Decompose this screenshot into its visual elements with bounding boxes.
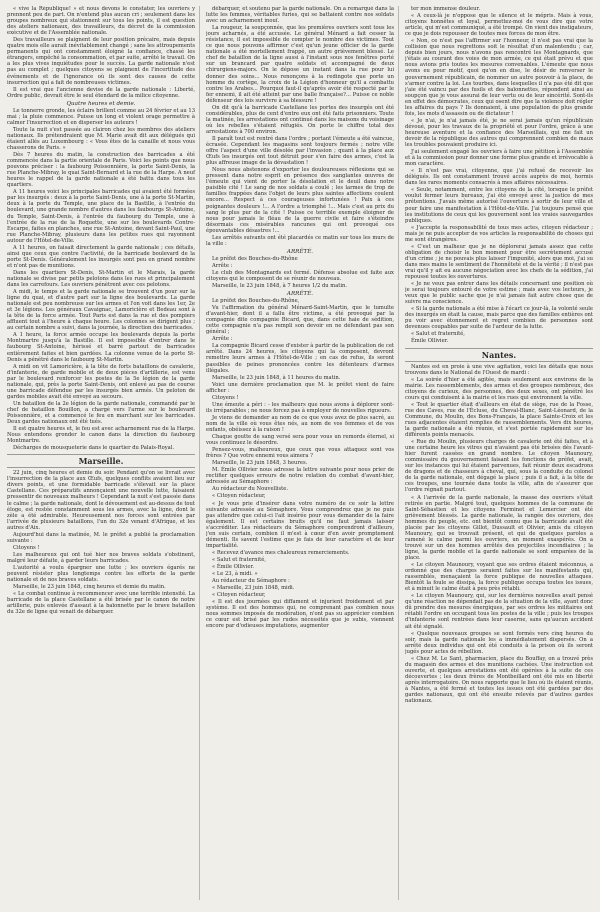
paragraph: Dans les quartiers St-Denis, St-Martin et le Marais, la garde nationale se divise par petits pelotons dans les rues et principalement dans les carrefours. Les ouvriers pénètrent avec ces pelotons. — [7, 269, 195, 289]
paragraph: débarquer, et soutenu par la garde nationale. On a remarqué dans la lutte les femmes, véritables furies, qui se battaient contre nos soldats avec un acharnement inouï. — [206, 6, 394, 25]
paragraph: Vu l'affirmation du général Ménard-Saint-Martin, que le tumulte d'avant-hier, dont il a fallu être victime, a été provoqué par la compagnie dite compagnie Bicard, que, dans cette haie de sédition, cette compagnie n'a pas rempli son devoir en ne défendant pas son général ; — [206, 305, 394, 336]
paragraph: Arrête : — [212, 262, 233, 269]
paragraph: « Citoyen rédacteur, — [212, 493, 266, 500]
paragraph: J'ai seulement engagé les ouvriers à faire une pétition à l'Assemblée et à la commission pour donner une forme plus grande et irrévocable à mon caractère. — [405, 149, 593, 168]
paragraph: L'autorité a voulu épargner une lutte ; les ouvriers égarés ne peuvent résister plus longtemps contre les efforts de la garde nationale et de nos braves soldats. — [7, 564, 195, 584]
paragraph: « Tout le quartier était d'ailleurs en état de siège, rue de la Fosse, rue des Caves, rue de l'Écluse, du Cheval-Blanc, Saint-Léonard, de la Commune, du Moulin, des Bons-Français, la place Sainte-Croix et les rues adjacentes étaient remplies de rassemblements. Vers dix heures, la garde nationale a été réunie, et s'est portée rapidement sur les différents points menacés. — [405, 401, 593, 439]
paragraph: Chaque goutte de sang versé sera pour vous un remords éternel, si vous continuez le désordre. — [206, 434, 394, 447]
column-3 — [405, 6, 593, 900]
paragraph: Il paraît tout est rentré dans l'ordre ; portant l'émeute a été vaincue, écrasée. Cependant les magasins sont toujours fermés ; notre ville offre l'aspect d'une ville désolée par l'invasion ; quant à la place aux Œufs les insurgés ont tout détruit pour s'en faire des armes, c'est la plus affreuse image de la dévastation ! — [206, 135, 394, 167]
paragraph: Le tonnerre gronde, les éclairs brillent comme au 24 février et au 13 mai ; la pluie commence. Puisse un long et violent orage permettre à calmer l'insurrection et en disperser les auteurs ! — [7, 107, 195, 126]
paragraph: « Je vous prie d'insérer dans votre numéro de ce soir la lettre suivante adressée au Sémaphore. Vous comprendrez que je ne puis pas attendre que celui-ci l'ait insérée pour vous demander de la faire également. Il est certains bruits qu'il ne faut jamais laisser s'accréditer. Les rédacteurs du Sémaphore comprendront d'ailleurs, j'en suis certain, combien il m'est à cœur d'en avoir promptement démenti. Ils savent l'estime que je fais de leur caractère et de leur impartialité. — [206, 500, 394, 549]
paragraph: Marseille, le 23 juin 1848, à 7 heures 1/2 du matin. — [212, 283, 348, 290]
paragraph: Nous nous abstenons d'exporter les douloureuses réflexions qui se pressent dans notre esprit en présence des sanglantes œuvres de l'émeute qui vient de porter la désolation et le deuil dans notre paisible cité ! Le sang de nos soldats a coulé ; les larmes de trop de familles frappées dans l'objet de leurs plus saintes affections coulent encore... Respect à ces courageuses infortunées ! Paix à ces poignantes douleurs !... A l'ordre a triomphé !... Mais c'est au prix du sang le plus pur de la cité ! Puisse ce terrible exemple éloigner de nous pour jamais le fléau de la guerre civile et faire s'éteindre désormais ces misérables rancunes qui ont provoqué ces épouvantables désastres !... — [206, 167, 394, 234]
paragraph: « Recevez d'avance mes chaleureux remerciements. — [212, 549, 350, 556]
paragraph: Il est quatre heures et, le feu est avec acharnement rue de la Harpe. Nous entendons gronder le canon dans la direction du faubourg Montmartre. — [7, 426, 195, 445]
paragraph: Aujourd'hui dans la matinée, M. le préfet a publié la proclamation suivante : — [7, 531, 195, 544]
paragraph: « Seule, notamment, entre les citoyens de la cité, lorsque le préfet voulut fermer leurs bureaux, j'ai été envoyé avec la justice de mes prétentions. J'avais même autorisé l'ouverture à sortir de leur ville et pour faire une manifestation à l'Hôtel-de-Ville. J'ai toujours pensé que les institutions de ceux qui les gouvernent sont les vraies sauvegardes publiques. — [405, 187, 593, 224]
paragraph: « Quelque nouveaux groupes se sont formés vers cinq heures du soir, mais la garde nationale les a immédiatement dispersés. On a arrêté deux individus qui ont été conduits à la prison où ils seront jugés pour actes de rébellion. — [405, 630, 593, 655]
paragraph: Décharges de mousqueterie dans le quartier du Palais-Royal. — [13, 445, 175, 452]
paragraph: « A ceux-là je n'oppose que le silence et le mépris. Mais à vous, citoyens honnêtes et loyal, permettez-moi de vous dire que votre article, qui m'est communiqué, a été trompé. On vient des instigateurs, ce que je dois repousser de toutes mes forces de mon être. — [405, 13, 593, 38]
paragraph: « Le citoyen Maunoury, voyant que ses ordres étaient méconnus, a ordonné que des charges seraient faites sur les manifestants qui, rassemblés, menaçaient la force publique de nouvelles attaques. Bientôt la foule se dissipa, la force publique occupa toutes les issues, et à minuit le calme était à peu près rétabli. — [405, 562, 593, 593]
paragraph: « Le citoyen Maunoury, qui, sur les dernières nouvelles avait pensé qu'une réaction ne dépendait pas de la situation de la ville, ayant donc dû prendre des mesures énergiques, par ses ordres les militaires ont rétabli l'ordre en occupant tous les postes de la ville ; puis les troupes d'infanterie sont rentrées dans leur caserne, sans qu'aucun accident ait été signalé. — [405, 593, 593, 630]
paragraph: Émile Ollivier. — [411, 338, 449, 345]
paragraph: Marseille, le 23 juin 1848, à 11 heures du matin. — [212, 374, 341, 381]
paragraph: Le préfet des Bouches-du-Rhône — [212, 255, 298, 262]
time-heading: Quatre heures et demie. — [66, 100, 136, 107]
paragraph: Je viens de demander au nom de ce que vous avez de plus sacré, au nom de la ville où vous êtes nés, au nom de vos femmes et de vos enfants, obéissez à la raison ! — [206, 414, 394, 433]
paragraph: Un bataillon de la 2e légion de la garde nationale, commandé par le chef de bataillon Bouillon, a chargé vers l'arme sur le boulevard Poissonnière, et a commencé le feu en marchant sur les barricades. Deux gardes nationaux ont été tués. — [7, 400, 195, 426]
paragraph: Voici une dernière proclamation que M. le préfet vient de faire afficher : — [206, 381, 394, 394]
column-1-paragraphs-2 — [7, 108, 195, 452]
paragraph: « Émile Ollivier. — [212, 563, 255, 570]
paragraph: « Si la garde nationale a été mise à l'écart ce jour-là, la volonté seule des insurgés en était la cause, mais parce que des familles entières ont pu voir avec étonnement et regret combien de personnes sont devenues coupables par suite de l'ardeur de la lutte. — [405, 306, 593, 331]
paragraph: La compagnie Bicard cesse d'exister à partir de la publication de cet arrêté. Dans 24 heures, les citoyens qui la composent, devront remettre leurs armes à l'Hôtel-de-Ville ; en cas de refus, ils seront passibles de peines prononcées contre les détenteurs d'armes illégales. — [206, 343, 394, 374]
paragraph: « Citoyen rédacteur, — [212, 592, 266, 599]
column-2-paragraphs-3 — [206, 298, 394, 629]
column-3-paragraphs-2 — [405, 364, 593, 705]
paragraph: Marseille, le 23 juin 1848, 3 heures. — [212, 460, 308, 467]
column-2 — [206, 6, 399, 900]
paragraph: La rougeur, la soupçonnée, que les premières ouvriers sont tous les jours acharnés, a été accusée. Le général Ménard a fait cesser la résistance, il est impossible de compter le nombre des victimes. Tout ce que nous pouvons affirmer c'est qu'un jeune officier de la garde nationale a été mortellement frappé, un autre grièvement blessé. Le chef de bataillon de la ligne aussi à l'instant sous nos fenêtres porté sur un brancard par quatre soldats et accompagné de deux chirurgiens-majors. On le dépose un instant dans la rue pour lui donner des soins... Nous renonçons à la redingote que porte un homme du cortège, la croix de la Légion d'honneur qu'il a combattu contre les Arabes... Pourquoi faut-il qu'après avoir été respecté par le fer ennemi, il ait été atteint par une balle française?... Puisse ce noble défenseur des lois survivre à sa blessure ! — [206, 25, 394, 104]
paragraph: Toute la nuit s'est passée au clairon chez les membres des ateliers nationaux. Ils prétendraient que M. Marie avait dit aux délégués qui étaient allés au Luxembourg : « Vous êtes de la canaille et nous vous chasserons de Paris. » — [7, 126, 195, 151]
paragraph: « Salut et fraternité, — [411, 331, 465, 338]
paragraph: « J'accepte la responsabilité de tous mes actes, citoyen rédacteur ; mais je ne puis accepter de vos articles la responsabilité de choses qui me sont étrangères. — [405, 224, 593, 243]
column-2-paragraphs — [206, 6, 394, 247]
paragraph: Arrête : — [212, 336, 233, 343]
paragraph: A 11 heures, on faisait directement la garde nationale ; ces détails, ainsi que ceux que contre l'activité, de la barricade boulevard de la porte St-Denis. Généralement les insurgés sont peu en grand nombre et n'ont pas de munitions. — [7, 244, 195, 269]
paragraph: Le préfet des Bouches-du-Rhône, — [212, 298, 300, 305]
paragraph: Au rédacteur du Nouvelliste. — [212, 486, 288, 493]
paragraph: Pensez-vous, malheureux, que ceux que vous attaquez sont vos frères ? Que votre ennemi vous aimera ? — [206, 447, 394, 460]
column-1-paragraphs-3 — [7, 470, 195, 615]
newspaper-page — [7, 6, 593, 900]
paragraph: A midi, le temps et la garde nationale se trouvent d'un pour sur la ligne du quai, et d'autre part sur la ligne des boulevards. La garde nationale est peu nombreuse sur les armes et l'on voit dans les 1er, 2e et 3e légions. Les généraux Cavaignac, Lamoricière et Bedeau sont à la tête de la force armée. Tout Paris est dans la rue et des pompiers affluent tout à l'heure à chaque heure. Les colonnes se dirigent plus ; au certain nombre a suivi, dans la journée, la direction des barricades. — [7, 289, 195, 332]
paragraph: A 1 heure, la force armée occupe les boulevards depuis la porte Montmartre jusqu'à la Bastille. Il est impossible d'entrer dans le faubourg St-Antoine, hérissé et barré partout de barricades entièrement faites et bien gardées. La colonne venue de la porte St-Denis a pénétré dans le faubourg St-Martin. — [7, 332, 195, 363]
paragraph: On dit qu'à la barricade Castellane les portes des insurgés ont été considérables, plus de cent d'entre eux ont été faits prisonniers. Toute la matinée, les arrestations ont continué dans les maisons du voisinage où les rebelles s'étaient réfugiés. On porte le chiffre total des arrestations à 700 environ. — [206, 104, 394, 135]
column-3-paragraphs — [405, 6, 593, 345]
paragraph: « C'est un malheur que je ne déplorerai jamais assez que cette obligation de choisir le bon moment pour être secrètement accusé d'un crime ; je ne pouvais plus laisser l'impunité, alors que moi, j'ai su dans mes mains le sentiment de l'honnêteté et de la vérité ; il n'est pas vrai qu'il y ait eu aucune négociation avec les chefs de la sédition, j'ai repoussé toutes les ouvertures. — [405, 243, 593, 281]
arrete-heading-2: ARRÊTÉ. — [286, 291, 314, 298]
paragraph: ter mon immense douleur. — [411, 6, 481, 12]
paragraph: « Il n'est pas vrai, citoyenne, que j'ai refusé de recevoir les délégués. Ils ont constamment trouvé accès auprès de moi, hormis dans les rares moments consacrés à mes affaires nécessaires. — [405, 168, 593, 187]
column-1 — [7, 6, 200, 900]
paragraph: Marseille, le 23 juin 1848, cinq heures et demie du matin. — [13, 584, 166, 591]
paragraph: « Je ne veux pas entrer dans les détails concernant une position où je serai toujours entouré de votre estime ; mais avec vos lecteurs, je veux que le public sache que je n'ai jamais fait autre chose que de suivre ma conscience. — [405, 281, 593, 306]
paragraph: Citoyens ! — [13, 544, 40, 551]
paragraph: « Je n'ai, je n'ai jamais été, je ne serai jamais qu'un républicain dévoué, pour les travaux de la propriété et pour l'ordre, grâce à une heureuse aventure et la confiance des Marseillais, qui me fait un devoir de la république des autres qui comprennent combien de maux les troubles pouvaient produire ici. — [405, 117, 593, 149]
paragraph: « vive la République! » et nous devons le constater, les ouvriers y prennent peu de part. On n'entend plus aucun cri ; seulement dans les groupes nombreux qui stationnent sur tous les points, il est question des ateliers nationaux, des travailleurs, du décret de la commission exécutive et de l'Assemblée nationale. — [7, 6, 195, 37]
paragraph: « Chez M. Le Sant, pharmacien, place du Bouffay, on a trouvé près du magasin des armes et des munitions cachées. Une instruction est ouverte, et quelques arrestations ont été opérées à la suite de ces découvertes ; les deux frères de Montbeillard ont été mis en liberté après interrogatoire. On nous rapporte que le lieu où ils étaient réunis, à Nantes, a été fermé et toutes les issues ont été gardées par des gardes nationaux, qui ont été ensuite relevés par d'autres gardes nationaux. — [405, 655, 593, 705]
paragraph: Des travailleurs se plaignent de leur position précaire, mais depuis quatre mois elle aurait inévitablement changé ; sans les attroupements permanents qui ont constamment éloigné la confiance, chassé les étrangers, empêché la consommation, et par suite, arrêté le travail. On a les plus vives inquiétudes pour le succès. La garde nationale n'est pas au complet ; quelques citoyens se plaignent de l'incertitude des événements et de l'ignorance où ils sont des causes de cette insurrection qui a fait de nombreuses victimes. — [7, 37, 195, 86]
paragraph: 22 juin, cinq heures et demie du soir. Pendant qu'on se livrait avec l'insurrection de la place aux Œufs, quelques conflits avaient lieu sur divers points, et une formidable barricade s'élevait sur la place Castellane. Ces préparatifs annonçaient une nouvelle lutte, faisaient pressentir de nouveaux malheurs ! Cependant la nuit s'est passée dans le calme ; la garde nationale, dont le dévouement est au-dessus de tout éloge, est restée constamment sous les armes, avec la ligne, dont le zèle a été admirable. Heureusement nos forces sont entrées par l'arrivée de plusieurs bataillons, l'un du 32e venant d'Afrique, et les autres d'Aix. — [7, 470, 195, 531]
paragraph: Il est vrai que l'ancienne devise de la garde nationale : Liberté, Ordre public, devrait être le seul étendard de la milice citoyenne. — [7, 86, 195, 99]
paragraph: Au rédacteur du Sémaphore : — [212, 578, 290, 585]
paragraph: « Il est des journées qui diffament et injurient froidement et par système. Il est des hommes qui, ne comprenant pas combien nous nous sommes imposés de modération, n'ont pas su apprécier combien ce cœur est brisé par les rudes nécessités que je subis, viennent encore par d'odieuses imputations, augmenter — [206, 599, 394, 630]
section-heading-marseille: Marseille. — [7, 454, 195, 468]
arrete-heading-1: ARRÊTÉ. — [286, 248, 314, 255]
paragraph: Les malheureux qui ont tué hier nos braves soldats s'obstinent, malgré leur défaite, à garder leurs barricades. — [7, 551, 195, 564]
paragraph: Citoyens ! — [212, 394, 239, 401]
paragraph: « Le combat continue à recommencer avec une terrible intensité. La barricade de la place Castellane a été brisée par le canon de notre artillerie, puis enlevée d'assaut à la baïonnette par le brave bataillon du 32e de ligne qui venait de débarquer. — [7, 591, 195, 616]
paragraph: Une émeute a péri : - les malheurs que nous avons à déplorer sont-ils irréparables ; ne nous forcez pas à employer de nouvelles rigueurs. — [206, 401, 394, 414]
paragraph: Nantes est en proie à une vive agitation, voici les détails que nous trouvons dans le National de l'Ouest de mardi : — [405, 363, 593, 376]
paragraph: M. Émile Ollivier nous adresse la lettre suivante pour nous prier de rectifier quelques erreurs de notre relation du combat d'avant-hier, adressée au Sémaphore : — [206, 467, 394, 486]
column-2-paragraphs-2 — [206, 256, 394, 289]
paragraph: A midi on vit Lamoricière, à la tête de forts bataillons de cavalerie, d'infanterie, de garde mobile et de deux pièces d'artillerie, est venu par le boulevard renforcer les postes de la 5e légion de la garde nationale, qui, près la porte Saint-Denis, ont enlevé au pas de course une barricade défendue par les insurgés bien armés. Un peloton de gardes mobiles avait été envoyé au secours. — [7, 363, 195, 400]
paragraph: « Non, ce n'est pas l'affirmer sur l'honneur, il n'est pas vrai que la collision que nous regrettons soit le résultat d'un malentendu ; car, depuis bien jours, nous n'avons pas rencontré les Montagnards, que j'étais au courant des voies de mon armée, ce qui était prévu et que nous avions pris toutes les mesures convenables. L'émeute que nous avons eu pour motif, quoi qu'on en dise, le désir de renverser le gouvernement républicain, de nommer un autre pouvoir à la place, de s'armer contre la loi. Les tourbes, dans lesquelles il n'a pas été dit que j'aie été vaincu par des fusils et des baïonnettes, répondent ainsi au soupçon que je vous assurai de leur vertu ou de leur sincérité. Sont-ils en effet des démocrates, ceux qui osent dire que la violence doit régler les affaires du pays ? Ils donnaient, à une population de plus grande fois, les mots d'assassin ou de dictateur ! — [405, 38, 593, 117]
paragraph: « Salut et fraternité, — [212, 556, 266, 563]
paragraph: « A l'arrivée de la garde nationale, la masse des ouvriers s'était retirée en partie. Malgré tout, quelques hommes de la commune de Saint-Sébastien et les citoyens Ferminet et Lemercier ont été grièvement blessés. La garde nationale, la rangée des ouvriers, des hommes du peuple, etc. ont bientôt connu que la barricade avait été placée par les citoyens Gillot, Dussault et Olivier, amis du citoyen Maunoury, qui se trouvait présent, et qui de quelques paroles a ramené le calme parmi les ouvriers, un moment exaspérés. On a trouvé sur un des hommes arrêtés des projectiles incendiaires ; la ligne, la garde mobile et la garde nationale se sont emparées de la place. — [405, 494, 593, 561]
section-heading-nantes: Nantes. — [405, 348, 593, 362]
paragraph: « La soirée d'hier a été agitée, mais seulement aux environs de la mairie. Les rassemblements, des armes et des groupes nombreux, des citoyens de curieux, des personnes, des deux sexes, ont pénétré les cours qui conduisent à la mairie et les rues qui environnent la ville. — [405, 376, 593, 401]
column-1-paragraphs — [7, 6, 195, 99]
paragraph: Dès 7 heures du matin, la construction des barricades a été commencée dans la partie orientale de Paris. Voici les points que nous pouvons préciser : la faubourg Poissonnière, la porte Saint-Denis, la rue Planche-Mibray, le quai Saint-Bernard et la rue de la Harpe. A neuf heures le rappel de la garde nationale a été battu dans tous les quartiers. — [7, 152, 195, 189]
paragraph: « Le 23, à midi. » — [212, 571, 258, 578]
paragraph: « Marseille, 23 juin 1848, midi. — [212, 585, 295, 592]
paragraph: « Rue du Moulin, plusieurs charges de cavalerie ont été faites, et à une certaine heure les vitres qui n'avaient pas été brisées dès l'avant-hier furent cassées en grand nombre. Le citoyen Maunoury, commissaire du gouvernement faisant les fonctions de préfet, avait, sur les instances qui lui étaient parvenues, fait réunir deux escadrons de dragons et de chasseurs à cheval, qui, sous la conduite du colonel de la garde nationale, ont dégagé la place ; puis il a fait, à la tête de ces troupes, une tournée dans toute la ville, afin de s'assurer que l'ordre régnait partout. — [405, 439, 593, 494]
paragraph: A 11 heures voici les principales barricades qui avaient été formées par les insurgés : deux à la porte Saint-Denis, une à la porte St-Martin, deux à la porte du Temple, une place de la Bastille, à l'entrée du boulevard, une grande nombre d'autres dans les faubourgs St-Antoine, du Temple, Saint-Denis, à l'entrée du faubourg du Temple, une à l'entrée de la rue de la Roquette, une sur les boulevards Contre-Escarpe, faites en planches, une rue St-Antoine, devant Saint-Paul, une rue Planche-Mibray, plusieurs dans les petites rues qui rayonnent autour de l'Hôtel-de-Ville. — [7, 189, 195, 244]
paragraph: Les arrêtés suivants ont été placardés ce matin sur tous les murs de la ville : — [206, 234, 394, 247]
paragraph: Le club des Montagnards est fermé. Défense absolue est faite aux citoyens qui le composent de se réunir de nouveau. — [206, 269, 394, 282]
